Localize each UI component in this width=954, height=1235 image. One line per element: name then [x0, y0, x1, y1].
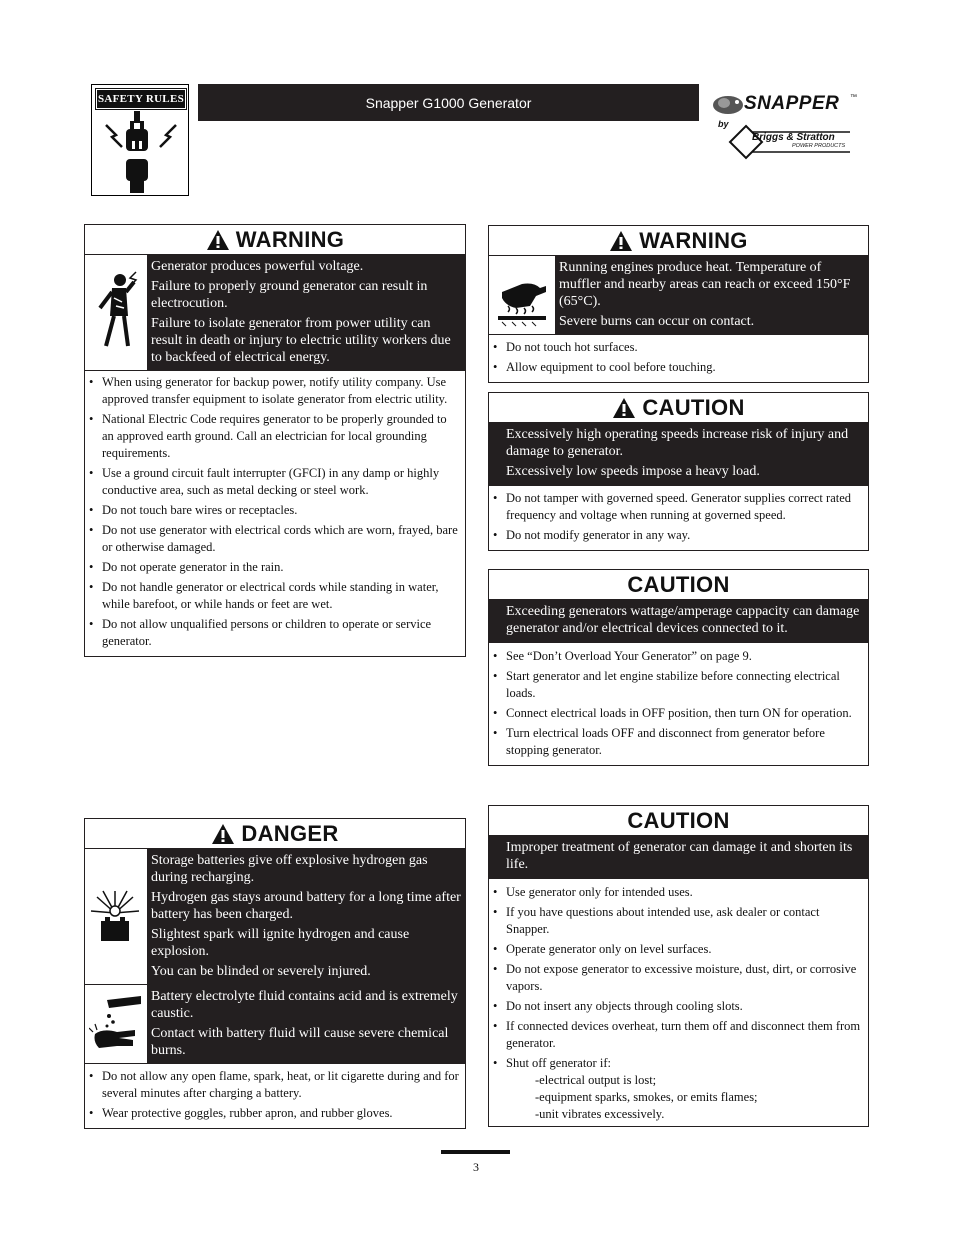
hot-surface-icon [494, 262, 550, 328]
briggs-stratton-wordmark: Briggs & Stratton [752, 132, 835, 143]
list-item: • Start generator and let engine stabilize before connecting electrical loads. [506, 668, 864, 702]
brand-logo [708, 90, 868, 160]
hazard-line: Slightest spark will ignite hydrogen and cause explosion. [151, 927, 410, 959]
list-item: • Do not modify generator in any way. [506, 527, 864, 544]
caution-treatment-text [489, 836, 868, 879]
electric-plug-icon [100, 111, 182, 193]
hot-surface-hazard [489, 256, 868, 335]
list-item: • If you have questions about intended use, ask dealer or contact Snapper. [506, 904, 864, 938]
warning-heat-panel [488, 225, 869, 383]
hazard-line: Exceeding generators wattage/amperage cappacity can damage generator and/or electrical devices connected to it. [506, 604, 860, 636]
list-item: • Operate generator only on level surfaces. [506, 941, 864, 958]
caution-overload-text [489, 600, 868, 643]
safety-rules-badge [91, 84, 189, 196]
list-item: • Use a ground circuit fault interrupter (GFCI) in any damp or highly conductive area, such as metal decking or steel work. [102, 465, 461, 499]
safety-rules-label: SAFETY RULES [96, 89, 186, 109]
sub-item: -equipment sparks, smokes, or emits flames; [535, 1090, 758, 1104]
hazard-line: Storage batteries give off explosive hydrogen gas during recharging. [151, 853, 428, 885]
hazard-line: Severe burns can occur on contact. [559, 314, 755, 329]
caution-overload-heading: CAUTION [627, 571, 730, 597]
caution-overload-header [489, 570, 868, 600]
caution-speed-heading: CAUTION [642, 394, 745, 420]
list-item: • Do not handle generator or electrical cords while standing in water, while barefoot, or while hands or feet are wet. [102, 579, 461, 613]
list-item: • If connected devices overheat, turn them off and disconnect them from generator. [506, 1018, 864, 1052]
caution-treatment-header [489, 806, 868, 836]
caution-speed-panel [488, 392, 869, 551]
list-item: • Do not operate generator in the rain. [102, 559, 461, 576]
list-item: • Do not expose generator to excessive moisture, dust, dirt, or corrosive vapors. [506, 961, 864, 995]
page-number-rule [441, 1150, 510, 1154]
list-item: • See “Don’t Overload Your Generator” on page 9. [506, 648, 864, 665]
list-item: • Do not insert any objects through cooling slots. [506, 998, 864, 1015]
hazard-line: Excessively low speeds impose a heavy load. [506, 464, 760, 479]
list-item: • National Electric Code requires generator to be properly grounded to an approved earth ground. Call an electrician for local grounding requirements. [102, 411, 461, 462]
list-item: • Connect electrical loads in OFF position, then turn ON for operation. [506, 705, 864, 722]
chemical-burn-hazard [85, 985, 465, 1064]
caution-speed-list [489, 486, 868, 550]
sub-item: -unit vibrates excessively. [535, 1107, 665, 1121]
document-title-bar [198, 84, 699, 121]
hazard-line: Contact with battery fluid will cause severe chemical burns. [151, 1026, 449, 1058]
warning-heat-heading: WARNING [639, 227, 748, 253]
warning-electric-header [85, 225, 465, 255]
caution-treatment-heading: CAUTION [627, 807, 730, 833]
snapper-wordmark: SNAPPER [744, 93, 840, 114]
hazard-line: Improper treatment of generator can damage it and shorten its life. [506, 840, 853, 872]
chemical-burn-hazard-text [147, 985, 465, 1063]
danger-battery-panel [84, 818, 466, 1129]
hazard-line: Failure to isolate generator from power utility can result in death or injury to electric utility workers due to backfeed of electrical energy. [151, 316, 451, 365]
list-item: • Do not allow any open flame, spark, heat, or lit cigarette during and for several minutes after charging a battery. [102, 1068, 461, 1102]
electrocution-hazard-text [147, 255, 465, 370]
document-title: Snapper G1000 Generator [365, 94, 532, 111]
warning-electric-list [85, 371, 465, 656]
hazard-line: Running engines produce heat. Temperature of muffler and nearby areas can reach or exceed 150°F (65°C). [559, 260, 851, 309]
hazard-line: You can be blinded or severely injured. [151, 964, 371, 979]
list-item: • Do not tamper with governed speed. Generator supplies correct rated frequency and voltage when running at governed speed. [506, 490, 864, 524]
list-item: • Do not touch bare wires or receptacles. [102, 502, 461, 519]
caution-treatment-panel [488, 805, 869, 1127]
danger-battery-heading: DANGER [241, 820, 339, 846]
caution-speed-text [489, 423, 868, 486]
warning-electric-heading: WARNING [235, 226, 345, 252]
caution-treatment-list [489, 879, 868, 1126]
alert-triangle-icon [612, 397, 636, 419]
danger-battery-header [85, 819, 465, 849]
hazard-line: Generator produces powerful voltage. [151, 259, 364, 274]
warning-heat-header [489, 226, 868, 256]
hazard-line: Excessively high operating speeds increase risk of injury and damage to generator. [506, 427, 849, 459]
list-item: • Do not use generator with electrical cords which are worn, frayed, bare or otherwise damaged. [102, 522, 461, 556]
explosion-hazard [85, 849, 465, 985]
alert-triangle-icon [206, 229, 230, 251]
sub-item: -electrical output is lost; [535, 1073, 657, 1087]
power-products-text: POWER PRODUCTS [792, 143, 846, 149]
trademark-symbol: ™ [850, 94, 857, 101]
turtle-logo-icon [711, 93, 745, 115]
list-item: • When using generator for backup power, notify utility company. Use approved transfer equipment to isolate generator from electric utility. [102, 374, 461, 408]
battery-explosion-icon [89, 887, 143, 947]
list-item: • Turn electrical loads OFF and disconnect from generator before stopping generator. [506, 725, 864, 759]
caution-overload-panel [488, 569, 869, 766]
list-item: • Wear protective goggles, rubber apron, and rubber gloves. [102, 1105, 461, 1122]
alert-triangle-icon [211, 823, 235, 845]
alert-triangle-icon [609, 230, 633, 252]
list-item: • Allow equipment to cool before touching. [506, 359, 864, 376]
logo-by-text: by [718, 119, 729, 129]
hazard-line: Battery electrolyte fluid contains acid and is extremely caustic. [151, 989, 458, 1021]
list-item: • Do not allow unqualified persons or children to operate or service generator. [102, 616, 461, 650]
electrocution-hazard [85, 255, 465, 371]
caution-speed-header [489, 393, 868, 423]
warning-heat-list [489, 335, 868, 382]
hazard-line: Failure to properly ground generator can result in electrocution. [151, 279, 428, 311]
electrocution-icon [92, 268, 140, 358]
hot-surface-hazard-text [555, 256, 868, 334]
list-item-text: Shut off generator if: [506, 1056, 611, 1070]
hazard-line: Hydrogen gas stays around battery for a long time after battery has been charged. [151, 890, 461, 922]
list-item: • Use generator only for intended uses. [506, 884, 864, 901]
list-item [506, 1055, 864, 1123]
danger-battery-list [85, 1064, 465, 1128]
caution-overload-list [489, 643, 868, 765]
list-item: • Do not touch hot surfaces. [506, 339, 864, 356]
explosion-hazard-text [147, 849, 465, 984]
page-number: 3 [473, 1160, 479, 1174]
chemical-burn-icon [89, 994, 143, 1054]
warning-electric-panel [84, 224, 466, 657]
